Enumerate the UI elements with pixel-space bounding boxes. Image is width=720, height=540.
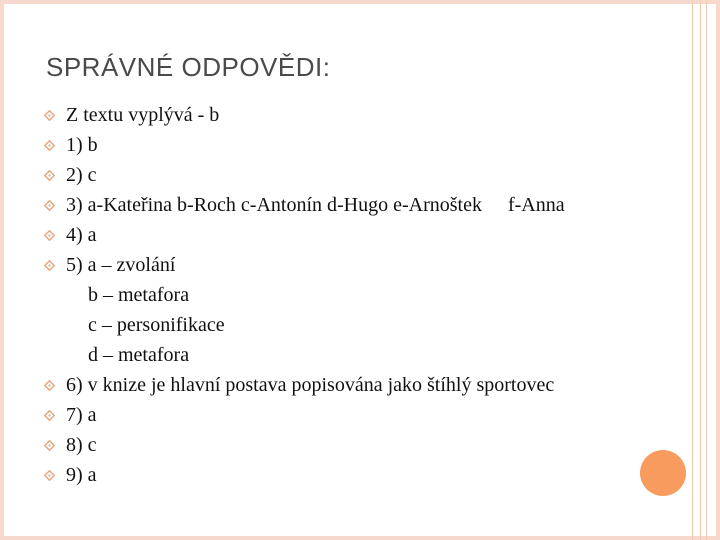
list-item-text: 2) c [66,164,97,186]
hollow-diamond-bullet-icon [44,110,55,121]
list-item-text: 6) v knize je hlavní postava popisována jako štíhlý sportovec [66,374,555,396]
list-item-continuation: d – metafora [88,344,190,366]
list-item-text: 8) c [66,434,97,456]
right-rail-line [692,0,693,540]
right-rail-line [706,0,707,540]
hollow-diamond-bullet-icon [44,380,55,391]
hollow-diamond-bullet-icon [44,200,55,211]
hollow-diamond-bullet-icon [44,440,55,451]
list-item-text: Z textu vyplývá - b [66,104,220,126]
list-item-text [66,190,565,220]
answer-list [44,100,565,490]
list-item-text: 1) b [66,134,98,156]
right-rail-line [700,0,701,540]
list-item [44,130,225,160]
list-item [44,160,225,190]
hollow-diamond-bullet-icon [44,260,55,271]
list-item [44,400,225,430]
hollow-diamond-bullet-icon [44,230,55,241]
decorative-orange-circle [640,450,686,496]
list-item [44,190,565,220]
list-item-text: 7) a [66,404,97,426]
list-item [44,370,555,400]
list-item [44,430,225,460]
list-item-extra: f-Anna [507,194,565,216]
list-item [44,100,225,130]
hollow-diamond-bullet-icon [44,410,55,421]
list-item-text: 5) a – zvolání [66,254,176,276]
list-item [44,460,225,490]
hollow-diamond-bullet-icon [44,170,55,181]
hollow-diamond-bullet-icon [44,140,55,151]
hollow-diamond-bullet-icon [44,470,55,481]
list-item-text: 4) a [66,224,97,246]
list-item-main: 3) a-Kateřina b-Roch c-Antonín d-Hugo e-Arnoštek [66,194,482,216]
list-item-continuation: b – metafora [88,284,190,306]
page-title: SPRÁVNÉ ODPOVĚDI: [46,52,331,82]
list-item [44,250,225,280]
list-item-text: 9) a [66,464,97,486]
list-item-continuation: c – personifikace [88,314,225,336]
list-item [44,220,225,250]
